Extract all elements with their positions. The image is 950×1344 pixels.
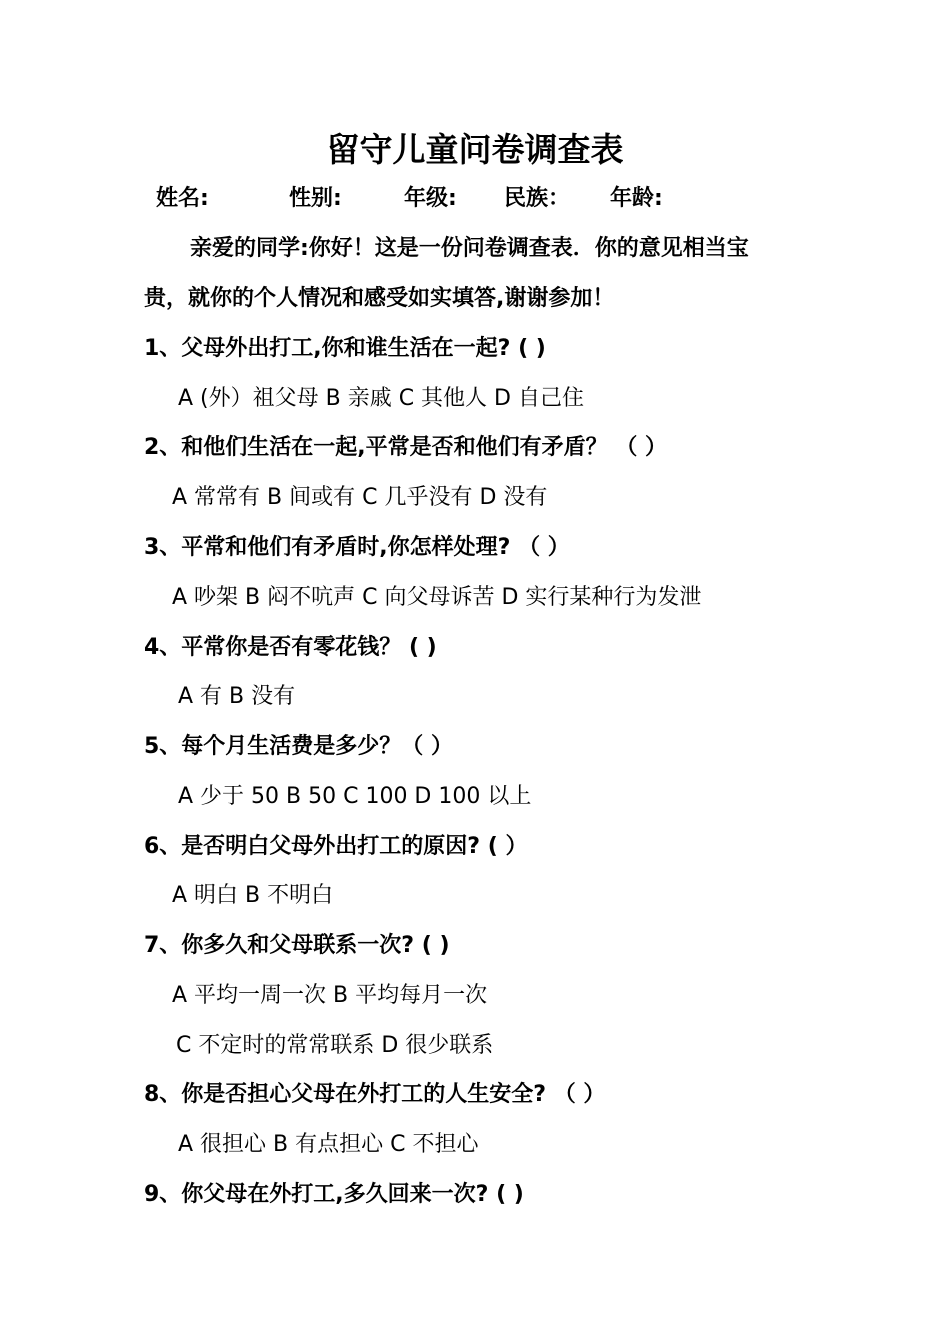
question-8-options: A 很担心 B 有点担心 C 不担心	[178, 1132, 479, 1157]
question-7-options-line-1: A 平均一周一次 B 平均每月一次	[172, 983, 488, 1008]
question-6: 6、是否明白父母外出打工的原因? ( ）	[144, 834, 528, 859]
question-5: 5、每个月生活费是多少？（ ）	[144, 734, 453, 759]
question-4: 4、平常你是否有零花钱？ ( )	[144, 635, 437, 660]
question-7: 7、你多久和父母联系一次? ( )	[144, 933, 450, 958]
field-grade-label: 年级:	[404, 186, 457, 211]
question-6-options: A 明白 B 不明白	[172, 883, 334, 908]
field-age-label: 年龄:	[610, 186, 663, 211]
intro-line-1: 亲爱的同学:你好！这是一份问卷调查表．你的意见相当宝	[190, 236, 749, 261]
question-7-options-line-2: C 不定时的常常联系 D 很少联系	[176, 1033, 494, 1058]
question-2-options: A 常常有 B 间或有 C 几乎没有 D 没有	[172, 485, 548, 510]
field-gender-label: 性别:	[289, 186, 342, 211]
question-1-options: A (外）祖父母 B 亲戚 C 其他人 D 自己住	[178, 386, 584, 411]
intro-line-2: 贵，就你的个人情况和感受如实填答,谢谢参加！	[144, 286, 615, 311]
question-2: 2、和他们生活在一起,平常是否和他们有矛盾？ （ ）	[144, 435, 667, 460]
question-3: 3、平常和他们有矛盾时,你怎样处理? （ ）	[144, 535, 570, 560]
question-4-options: A 有 B 没有	[178, 684, 296, 709]
question-1: 1、父母外出打工,你和谁生活在一起? ( )	[144, 336, 546, 361]
question-3-options: A 吵架 B 闷不吭声 C 向父母诉苦 D 实行某种行为发泄	[172, 585, 702, 610]
field-name-label: 姓名:	[156, 186, 209, 211]
question-5-options: A 少于 50 B 50 C 100 D 100 以上	[178, 784, 532, 809]
field-ethnicity-label: 民族：	[504, 186, 571, 211]
question-9: 9、你父母在外打工,多久回来一次? ( )	[144, 1182, 524, 1207]
page-title: 留守儿童问卷调查表	[326, 130, 624, 169]
question-8: 8、你是否担心父母在外打工的人生安全? （ ）	[144, 1082, 606, 1107]
